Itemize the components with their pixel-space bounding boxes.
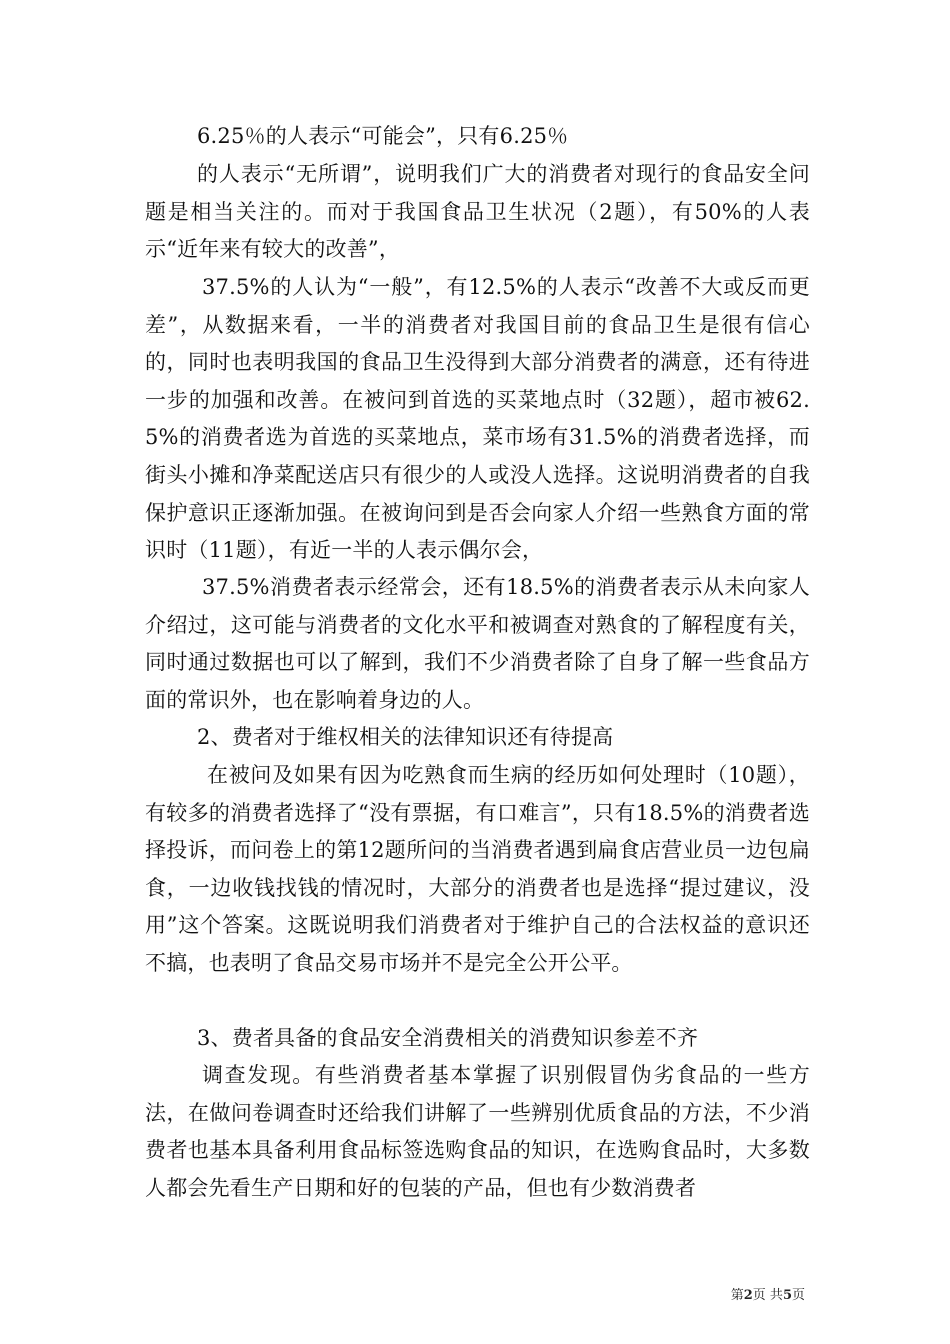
footer-suffix: 页 — [791, 1288, 805, 1303]
paragraph-5: 在被问及如果有因为吃熟食而生病的经历如何处理时（10题），有较多的消费者选择了“没有票据，有口难言”，只有18.5%的消费者选择投诉，而问卷上的第12题所问的当消费者遇到扁食店营业员一边包扁食，一边收钱找钱的情况时，大部分的消费者也是选择“提过建议，没用”这个答案。这既说明我们消费者对于维护自己的合法权益的意识还不搞，也表明了食品交易市场并不是完全公开公平。 — [145, 763, 810, 975]
paragraph-1: 6.25％的人表示“可能会”，只有6.25％ — [197, 124, 569, 148]
paragraph-3: 37.5%的人认为“一般”，有12.5%的人表示“改善不大或反而更差”，从数据来看，一半的消费者对我国目前的食品卫生是很有信心的，同时也表明我国的食品卫生没得到大部分消费者的满意，还有待进一步的加强和改善。在被问到首选的买菜地点时（32题），超市被62.5%的消费者选为首选的买菜地点，菜市场有31.5%的消费者选择，而街头小摊和净菜配送店只有很少的人或没人选择。这说明消费者的自我保护意识正逐渐加强。在被询问到是否会向家人介绍一些熟食方面的常识时（11题），有近一半的人表示偶尔会， — [145, 275, 810, 563]
footer-current-page: 2 — [743, 1288, 753, 1303]
footer-middle: 页 共 — [752, 1288, 783, 1303]
section-heading-2: 2、费者对于维权相关的法律知识还有待提高 — [197, 725, 614, 749]
paragraph-4: 37.5%消费者表示经常会，还有18.5%的消费者表示从未向家人介绍过，这可能与消费者的文化水平和被调查对熟食的了解程度有关，同时通过数据也可以了解到，我们不少消费者除了自身了解一些食品方面的常识外，也在影响着身边的人。 — [145, 575, 810, 712]
section-heading-3: 3、费者具备的食品安全消费相关的消费知识参差不齐 — [197, 1026, 699, 1050]
paragraph-2: 的人表示“无所谓”，说明我们广大的消费者对现行的食品安全问题是相当关注的。而对于我国食品卫生状况（2题），有50%的人表示“近年来有较大的改善”， — [145, 162, 810, 262]
paragraph-6: 调查发现。有些消费者基本掌握了识别假冒伪劣食品的一些方法，在做问卷调查时还给我们讲解了一些辨别优质食品的方法，不少消费者也基本具备利用食品标签选购食品的知识，在选购食品时，大多数人都会先看生产日期和好的包装的产品，但也有少数消费者 — [145, 1063, 810, 1200]
footer-prefix: 第 — [730, 1288, 744, 1303]
footer-total-pages: 5 — [782, 1288, 792, 1303]
page-footer — [731, 1288, 805, 1304]
